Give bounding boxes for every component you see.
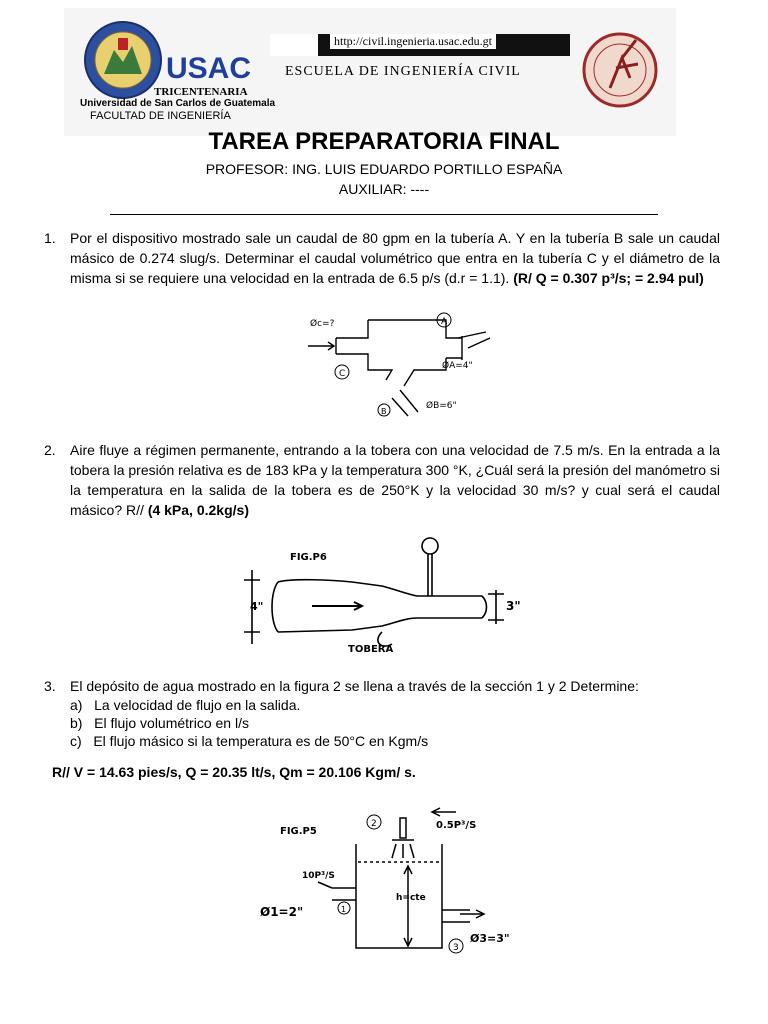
label-section-1: 1 [341, 905, 347, 914]
label-db: ØB=6" [426, 401, 457, 411]
usac-seal-logo [84, 14, 162, 106]
item-letter: b) [70, 715, 83, 731]
question-1 [44, 228, 720, 288]
document-title: TAREA PREPARATORIA FINAL [208, 128, 560, 155]
item-letter: a) [70, 697, 83, 713]
label-h-cte: h=cte [396, 893, 426, 903]
professor-line: PROFESOR: ING. LUIS EDUARDO PORTILLO ESPAÑA [205, 161, 563, 177]
label-d3: Ø3=3" [470, 932, 510, 945]
item-text: La velocidad de flujo en la salida. [94, 697, 301, 713]
item-letter: c) [70, 733, 82, 749]
question-3-answer: R// V = 14.63 pies/s, Q = 20.35 lt/s, Qm = 20.106 Kgm/ s. [52, 764, 416, 780]
university-name: Universidad de San Carlos de Guatemala [80, 98, 276, 109]
question-number: 1. [44, 230, 56, 246]
q3-item-b [70, 714, 249, 732]
civil-engineering-seal [580, 18, 660, 118]
faculty-name: FACULTAD DE INGENIERÍA [90, 110, 231, 122]
q3-item-a [70, 696, 300, 714]
figure-q1-device [296, 308, 496, 420]
label-a: A [441, 317, 448, 327]
label-section-2: 2 [371, 819, 377, 829]
question-number: 2. [44, 442, 56, 458]
question-text: Por el dispositivo mostrado sale un caudal de 80 gpm en la tubería A. Y en la tubería B sale un caudal másico de 0.274 slug/s. Determinar el caudal volumétrico que entra en la tubería C y el diámetro de la misma si se requiere una velocidad en la entrada de 6.5 p/s (d.r = 1.1). [70, 230, 720, 286]
label-b: B [381, 407, 387, 416]
figure-q3-tank [256, 804, 526, 964]
label-fig-p6: FIG.P6 [290, 552, 327, 563]
q3-item-c [70, 732, 428, 750]
question-2 [44, 440, 720, 520]
label-tobera: TOBERA [348, 644, 394, 655]
item-text: El flujo volumétrico en l/s [94, 715, 249, 731]
label-flow-1: 10P³/S [302, 871, 335, 881]
label-fig-p5: FIG.P5 [280, 826, 317, 837]
label-c: C [339, 369, 346, 379]
label-4in: 4" [250, 600, 264, 613]
question-answer: (4 kPa, 0.2kg/s) [147, 502, 249, 518]
label-dc: Øc=? [310, 319, 335, 329]
figure-q2-nozzle [232, 532, 532, 658]
label-section-3: 3 [453, 943, 459, 953]
school-name: ESCUELA DE INGENIERÍA CIVIL [285, 64, 521, 79]
usac-logo-text: USAC [166, 52, 252, 85]
label-da: ØA=4" [442, 361, 473, 371]
label-flow-2: 0.5P³/S [436, 820, 477, 831]
question-answer: (R/ Q = 0.307 p³/s; = 2.94 pul) [513, 270, 704, 286]
url-text: http://civil.ingenieria.usac.edu.gt [330, 34, 496, 49]
label-d1: Ø1=2" [260, 905, 304, 919]
tricentenaria-label: TRICENTENARIA [154, 86, 248, 98]
assistant-line: AUXILIAR: ---- [338, 181, 430, 197]
item-text: El flujo másico si la temperatura es de 50°C en Kgm/s [93, 733, 429, 749]
title-rule [110, 214, 658, 215]
question-text: El depósito de agua mostrado en la figura 2 se llena a través de la sección 1 y 2 Determine: [70, 678, 639, 694]
question-number: 3. [44, 678, 56, 694]
label-3in: 3" [506, 599, 521, 613]
question-3 [44, 676, 720, 696]
question-text: Aire fluye a régimen permanente, entrando a la tobera con una velocidad de 7.5 m/s. En la entrada a la tobera la presión relativa es de 183 kPa y la temperatura 300 °K, ¿Cuál será la presión del manómetro si la temperatura en la salida de la tobera es de 250°K y la velocidad 30 m/s? y cual será el caudal másico? R// [70, 442, 720, 518]
